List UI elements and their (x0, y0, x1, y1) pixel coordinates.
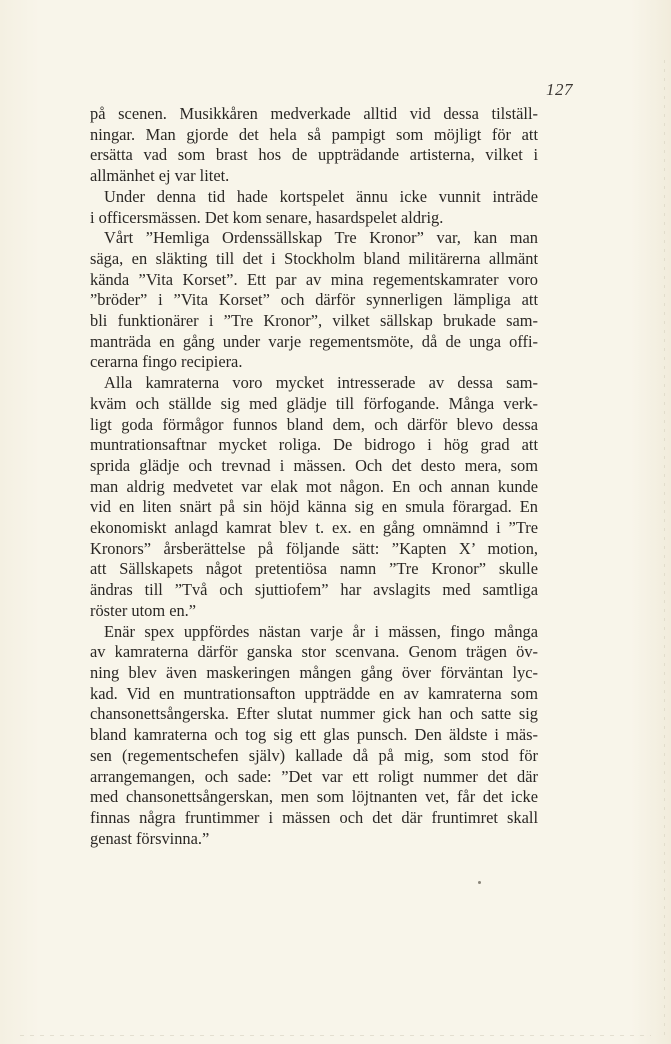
text-line: chansonettsångerska. Efter slutat nummer gick han och satte sig (90, 704, 538, 724)
text-line: muntrationsaftnar mycket roliga. De bidrogo i hög grad att (90, 435, 538, 455)
text-line: arrangemangen, och sade: ”Det var ett roligt nummer det där (90, 766, 538, 786)
page-edge-right (664, 60, 665, 1040)
text-line: på scenen. Musikkåren medverkade alltid vid dessa tilställ- (90, 104, 538, 123)
ink-speck (478, 881, 481, 884)
text-line: Vårt ”Hemliga Ordenssällskap Tre Kronor” var, kan man (104, 228, 538, 248)
text-line: man aldrig medvetet var elak mot någon. En och annan kunde (90, 476, 538, 496)
text-line: säga, en släkting till det i Stockholm bland militärerna allmänt (90, 248, 538, 268)
text-line: av kamraterna därför ganska stor scenvana. Genom trägen öv- (90, 642, 538, 662)
text-line: ningar. Man gjorde det hela så pampigt som möjligt för att (90, 124, 538, 144)
text-line: Alla kamraterna voro mycket intresserade av dessa sam- (104, 373, 538, 393)
text-line: ning blev även maskeringen mången gång över förväntan lyc- (90, 662, 538, 682)
body-text (90, 104, 538, 849)
text-line: genast försvinna.” (90, 828, 210, 848)
text-line: röster utom en.” (90, 600, 197, 620)
text-line: manträda en gång under varje regementsmöte, då de unga offi- (90, 331, 538, 351)
text-line: i officersmässen. Det kom senare, hasardspelet aldrig. (90, 207, 444, 227)
page-edge-bottom (20, 1035, 651, 1036)
text-line: att Sällskapets något pretentiösa namn ”Tre Kronor” skulle (90, 559, 538, 579)
text-line: Kronors” årsberättelse på följande sätt: ”Kapten X’ motion, (90, 538, 538, 558)
text-line: ekonomiskt anlagd kamrat blev t. ex. en gång omnämnd i ”Tre (90, 518, 538, 538)
text-line: ligt goda förmågor funnos bland dem, och därför blevo dessa (90, 414, 538, 434)
text-line: Under denna tid hade kortspelet ännu icke vunnit inträde (104, 186, 538, 206)
text-line: kad. Vid en muntrationsafton uppträdde en av kamraterna som (90, 683, 538, 703)
text-line: ”bröder” i ”Vita Korset” och därför synnerligen lämpliga att (90, 290, 538, 310)
text-line: kväm och ställde sig med glädje till förfogande. Många verk- (90, 393, 538, 413)
text-line: cerarna fingo recipiera. (90, 352, 243, 372)
text-line: med chansonettsångerskan, men som löjtnanten vet, får det icke (90, 787, 538, 807)
text-line: vid en liten snärt på sin höjd känna sig en smula förargad. En (90, 497, 538, 517)
text-line: ersätta vad som brast hos de uppträdande artisterna, vilket i (90, 145, 538, 165)
text-line: ändras till ”Två och sjuttiofem” har avslagits med samtliga (90, 580, 538, 600)
text-line: Enär spex uppfördes nästan varje år i mässen, fingo många (104, 621, 538, 641)
text-line: sen (regementschefen själv) kallade då på mig, som stod för (90, 745, 538, 765)
text-line: sprida glädje och trevnad i mässen. Och det desto mera, som (90, 455, 538, 475)
text-line: bli funktionärer i ”Tre Kronor”, vilket sällskap brukade sam- (90, 311, 538, 331)
page-number: 127 (546, 80, 573, 99)
text-line: finnas några fruntimmer i mässen och det där fruntimret skall (90, 807, 538, 827)
text-line: kända ”Vita Korset”. Ett par av mina regementskamrater voro (90, 269, 538, 289)
text-line: allmänhet ej var litet. (90, 166, 230, 186)
text-line: bland kamraterna och tog sig ett glas punsch. Den äldste i mäs- (90, 725, 538, 745)
